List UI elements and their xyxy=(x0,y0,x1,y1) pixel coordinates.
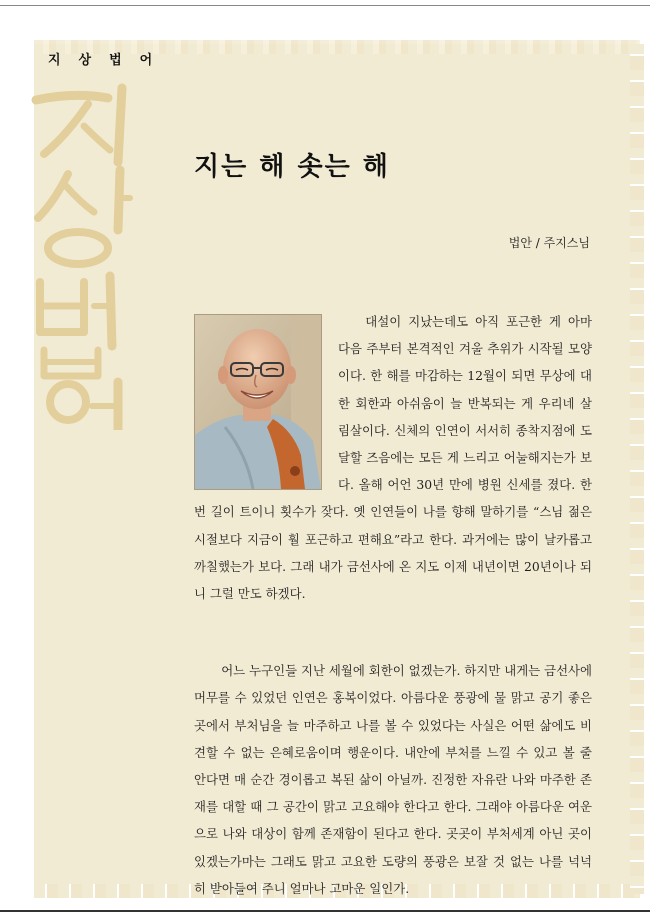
article-paragraph: 대설이 지났는데도 아직 포근한 게 아마 다음 주부터 본격적인 겨울 추위가 시작될 모양이다. 한 해를 마감하는 12월이 되면 무상에 대한 회한과 아쉬움이 늘 반복되는 게 우리네 살림살이다. 신체의 인연이 서서히 종착지점에 도달할 즈음에는 모든 게 느리고 어눌해지는가 보다. 올해 어언 30년 만에 병원 신세를 졌다. 한 번 길이 트이니 횟수가 잦다. 옛 인연들이 나를 향해 말하기를 “스님 젊은 시절보다 지금이 훨 포근하고 편해요”라고 한다. 과거에는 많이 날카롭고 까칠했는가 보다. 그래 내가 금선사에 온 지도 이제 내년이면 20년이나 되니 그럴 만도 하겠다. xyxy=(194,314,592,602)
photo-wrap-spacer xyxy=(194,308,338,484)
paper-edge-right xyxy=(630,44,644,894)
bottom-rule xyxy=(0,910,650,912)
article-body xyxy=(194,308,592,902)
calligraphy-title-art xyxy=(14,70,134,430)
section-label: 지상법어 xyxy=(48,53,171,68)
article-paragraph: 어느 누구인들 지난 세월에 회한이 없겠는가. 하지만 내게는 금선사에 머무를 수 있었던 인연은 홍복이었다. 아름다운 풍광에 물 맑고 공기 좋은 곳에서 부처님을 늘 마주하고 나를 볼 수 있었다는 사실은 어떤 삶에도 비견할 수 없는 은혜로움이며 행운이다. 내안에 부처를 느낄 수 있고 볼 줄 안다면 매 순간 경이롭고 복된 삶이 아닐까. 진정한 자유란 나와 마주한 존재를 대할 때 그 공간이 맑고 고요해야 한다고 한다. 그래야 아름다운 여운으로 나와 대상이 함께 존재함이 된다고 한다. 곳곳이 부처세계 아닌 곳이 있겠는가마는 그래도 맑고 고요한 도량의 풍광은 보잘 것 없는 나를 넉넉히 받아들여 주니 얼마나 고마운 일인가. xyxy=(194,663,592,896)
author-byline: 법안 / 주지스님 xyxy=(508,236,590,250)
top-rule xyxy=(0,5,650,6)
article-title: 지는 해 솟는 해 xyxy=(194,152,390,182)
